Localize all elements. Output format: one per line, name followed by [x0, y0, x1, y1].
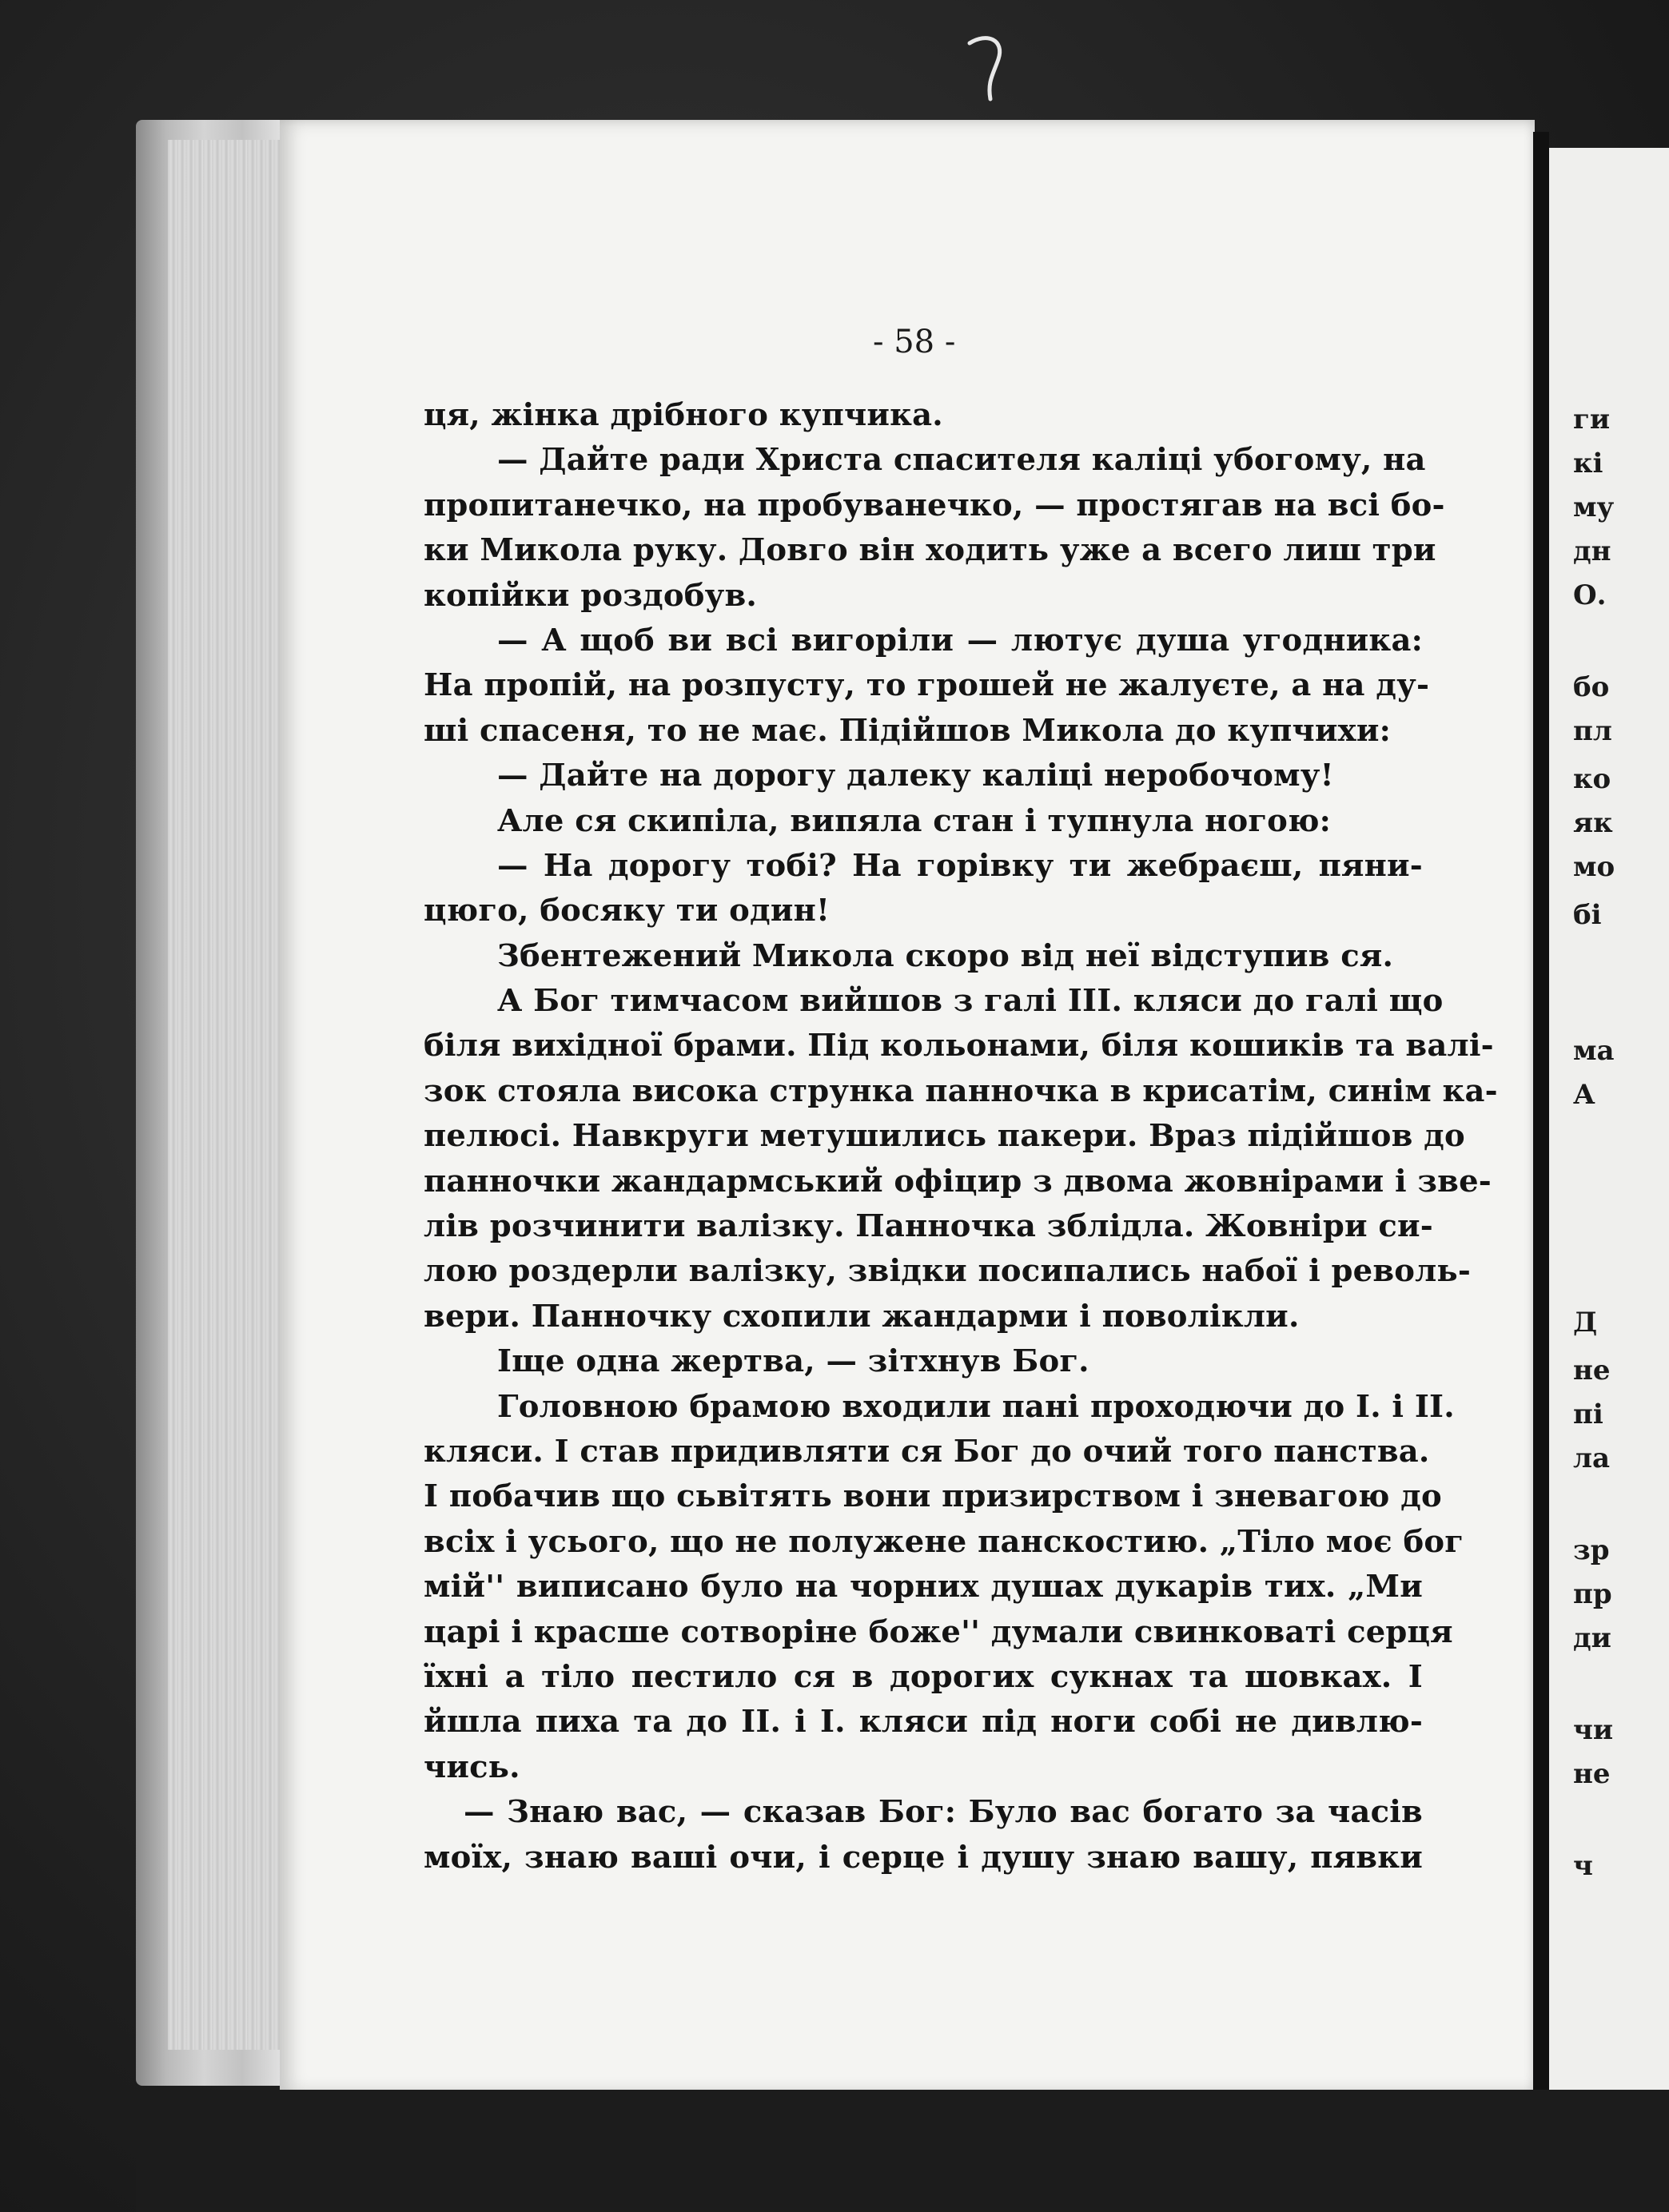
text-line: ші спасеня, то не має. Підійшов Микола до купчихи: [424, 712, 1392, 749]
text-line: — На дорогу тобі? На горівку ти жебраєш, пяни- [497, 847, 1423, 884]
text-line: лів розчинити валізку. Панночка зблідла. Жовніри си- [424, 1208, 1433, 1245]
text-line: — Дайте ради Христа спасителя каліці убогому, на [497, 442, 1426, 479]
next-page-fragment: А [1573, 1079, 1595, 1111]
text-line: чись. [424, 1749, 520, 1785]
text-line: Головною брамою входили пані проходючи до I. і II. [497, 1388, 1455, 1425]
text-line: А Бог тимчасом вийшов з галі III. кляси до галі що [497, 983, 1444, 1020]
text-line: вери. Панночку схопили жандарми і поволікли. [424, 1298, 1300, 1335]
text-line: кляси. І став придивляти ся Бог до очий того панства. [424, 1433, 1430, 1470]
text-line: панночки жандармський офіцир з двома жовнірами і зве- [424, 1163, 1492, 1199]
next-page-fragment: дн [1573, 535, 1611, 567]
text-line: На пропій, на розпусту, то грошей не жалуєте, а на ду- [424, 667, 1430, 704]
text-line: — Знаю вас, — сказав Бог: Було вас богато за часів [464, 1794, 1423, 1831]
next-page-fragment: мо [1573, 851, 1615, 883]
text-line: царі і красше сотворіне боже'' думали свинковаті серця [424, 1613, 1453, 1650]
next-page-fragment: бі [1573, 899, 1602, 931]
text-line: ки Микола руку. Довго він ходить уже а всего лиш три [424, 532, 1436, 569]
text-line: Іще одна жертва, — зітхнув Бог. [497, 1343, 1089, 1380]
next-page-fragment: не [1573, 1758, 1611, 1790]
scan-bottom [136, 2090, 1669, 2212]
next-page-fragment: зр [1573, 1534, 1610, 1566]
text-line: пелюсі. Навкруги метушились пакери. Враз підійшов до [424, 1118, 1465, 1155]
next-page-fragment: ч [1573, 1850, 1593, 1882]
next-page-fragment: Д [1573, 1307, 1598, 1339]
next-page-fragment: не [1573, 1355, 1611, 1386]
next-page-fragment: чи [1573, 1714, 1614, 1746]
text-line: пропитанечко, на пробуванечко, — простягав на всі бо- [424, 487, 1445, 523]
text-line: лою роздерли валізку, звідки посипались набої і револь- [424, 1253, 1472, 1290]
next-page-fragment: ла [1573, 1442, 1611, 1474]
text-line: ця, жінка дрібного купчика. [424, 397, 943, 433]
next-page-fragment: ди [1573, 1622, 1611, 1654]
page-stack [168, 140, 288, 2050]
book-gutter [1533, 132, 1549, 2098]
text-line: зок стояла висока струнка панночка в крисатім, синім ка- [424, 1072, 1498, 1109]
body-text [424, 393, 1498, 1880]
text-line: копійки роздобув. [424, 577, 757, 614]
next-page-fragment: пр [1573, 1578, 1612, 1610]
next-page-fragment: ко [1573, 763, 1611, 795]
next-page-fragment: як [1573, 807, 1613, 839]
text-line: Але ся скипіла, випяла стан і тупнула ногою: [497, 802, 1332, 839]
next-page-fragment: ги [1573, 404, 1611, 436]
next-page-fragment: ма [1573, 1035, 1615, 1067]
text-line: всіх і усього, що не полужене панскостию. „Тіло моє бог [424, 1523, 1464, 1560]
text-line: — А щоб ви всі вигоріли — лютує душа угодника: [497, 622, 1423, 658]
text-line: йшла пиха та до II. і I. кляси під ноги собі не дивлю- [424, 1704, 1423, 1741]
next-page-fragment: кі [1573, 448, 1603, 479]
text-line: І побачив що сьвітять вони призирством і зневагою до [424, 1478, 1442, 1515]
next-page-fragment: пл [1573, 715, 1612, 747]
text-line: Збентежений Микола скоро від неї відступив ся. [497, 937, 1394, 974]
next-page-edge [1549, 148, 1669, 2098]
text-line: моїх, знаю ваші очи, і серце і душу знаю вашу, пявки [424, 1839, 1423, 1876]
text-line: — Дайте на дорогу далеку каліці неробочому! [497, 758, 1334, 794]
page-number: - 58 - [873, 324, 956, 360]
text-line: біля вихідної брами. Під кольонами, біля кошиків та валі- [424, 1028, 1494, 1064]
next-page-fragment: бо [1573, 671, 1610, 703]
text-line: цюго, босяку ти один! [424, 893, 831, 929]
text-line: мій'' виписано було на чорних душах дукарів тих. „Ми [424, 1569, 1423, 1605]
text-line: їхні а тіло пестило ся в дорогих сукнах та шовках. І [424, 1658, 1423, 1695]
next-page-fragment: О. [1573, 579, 1607, 611]
next-page-fragment: му [1573, 491, 1615, 523]
pencil-mark-icon [963, 32, 1011, 104]
next-page-fragment: пі [1573, 1398, 1603, 1430]
